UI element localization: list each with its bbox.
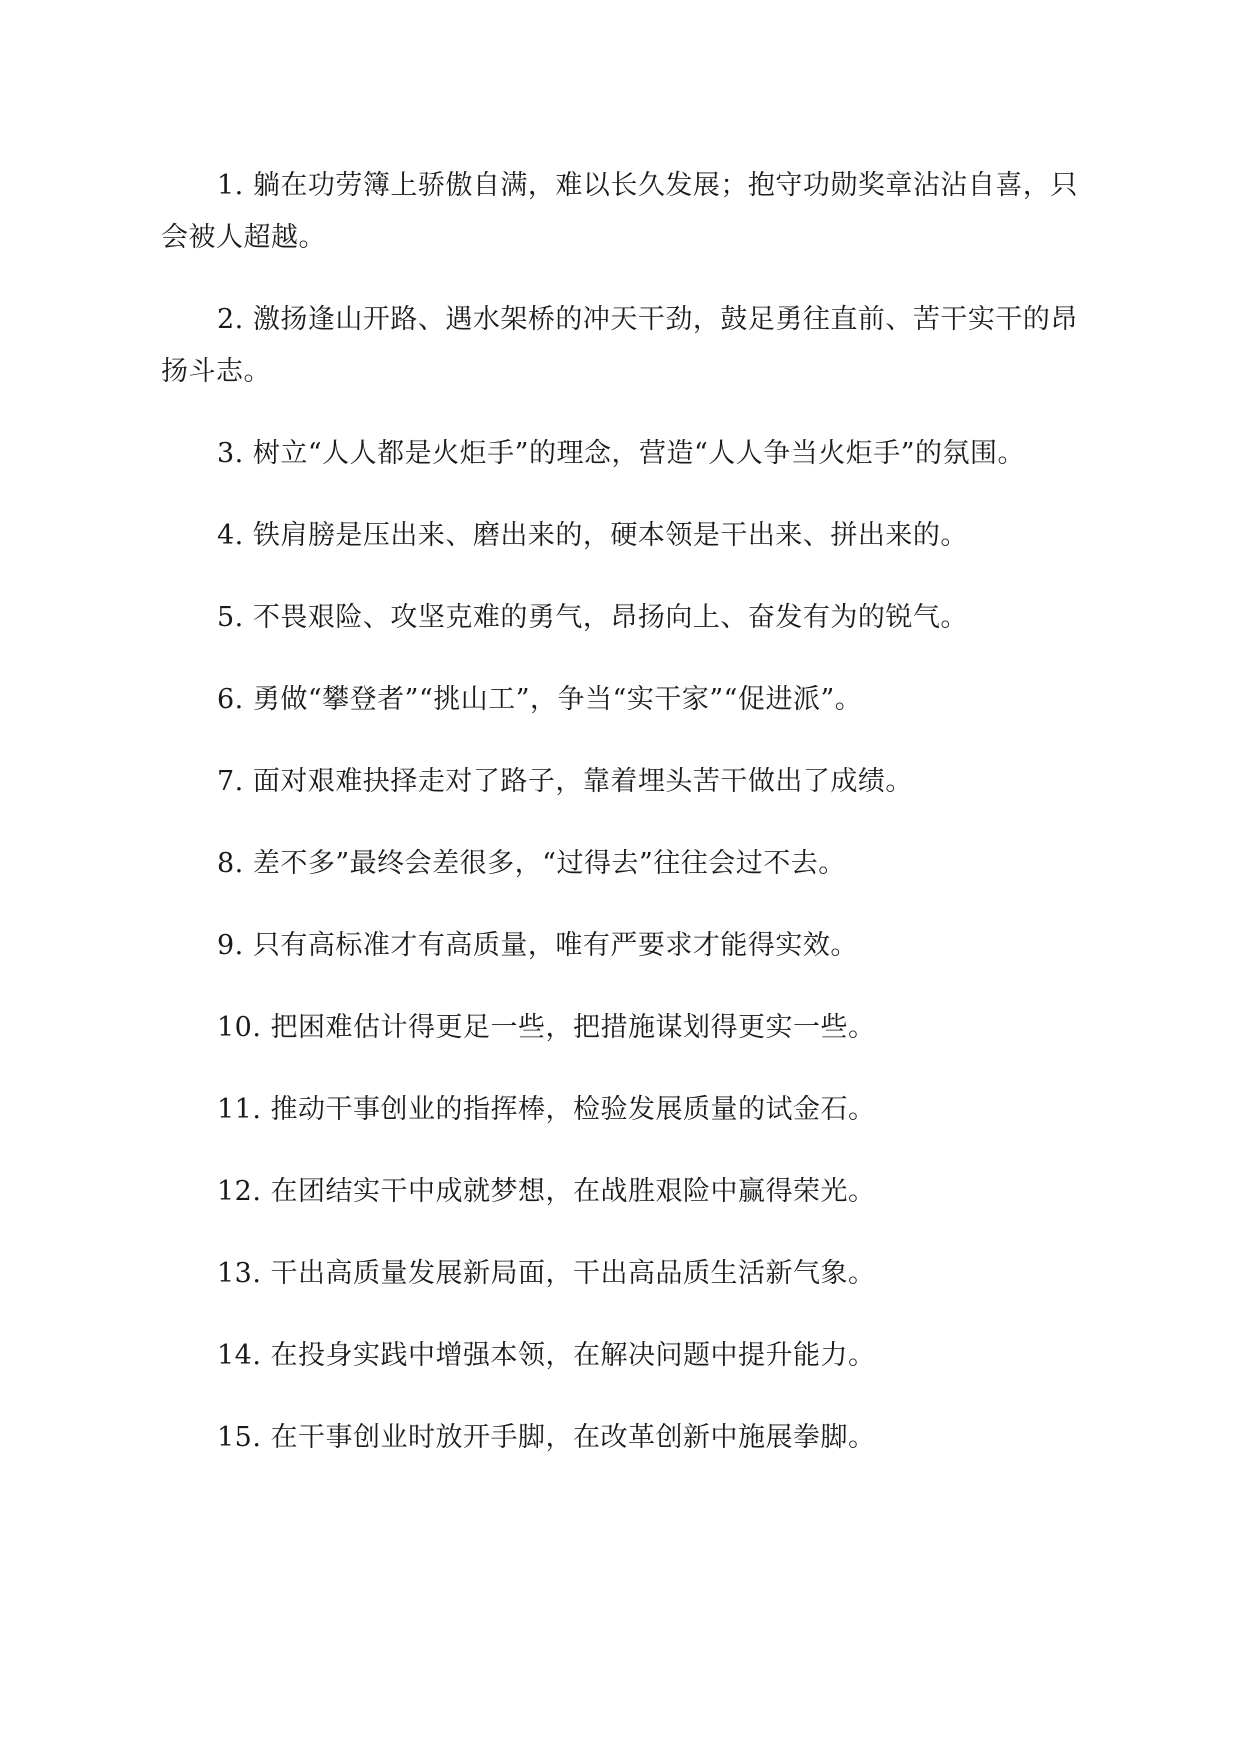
- list-item: 14. 在投身实践中增强本领，在解决问题中提升能力。: [217, 1340, 876, 1371]
- list-item: 10. 把困难估计得更足一些，把措施谋划得更实一些。: [217, 1012, 876, 1043]
- list-item: 8. 差不多”最终会差很多，“过得去”往往会过不去。: [217, 848, 846, 879]
- list-item: 6. 勇做“攀登者”“挑山工”，争当“实干家”“促进派”。: [217, 684, 863, 715]
- list-item: 15. 在干事创业时放开手脚，在改革创新中施展拳脚。: [217, 1422, 876, 1453]
- list-item: 7. 面对艰难抉择走对了路子，靠着埋头苦干做出了成绩。: [217, 766, 913, 797]
- list-item: 13. 干出高质量发展新局面，干出高品质生活新气象。: [217, 1258, 876, 1289]
- list-item: 12. 在团结实干中成就梦想，在战胜艰险中赢得荣光。: [217, 1176, 876, 1207]
- list-item: 5. 不畏艰险、攻坚克难的勇气，昂扬向上、奋发有为的锐气。: [217, 602, 968, 633]
- list-item: 2. 激扬逢山开路、遇水架桥的冲天干劲，鼓足勇往直前、苦干实干的昂扬斗志。: [161, 304, 1078, 387]
- list-item: 1. 躺在功劳簿上骄傲自满，难以长久发展；抱守功勋奖章沾沾自喜，只会被人超越。: [161, 170, 1078, 253]
- list-item: 3. 树立“人人都是火炬手”的理念，营造“人人争当火炬手”的氛围。: [217, 438, 1026, 469]
- list-item: 9. 只有高标准才有高质量，唯有严要求才能得实效。: [217, 930, 858, 961]
- list-item: 4. 铁肩膀是压出来、磨出来的，硬本领是干出来、拼出来的。: [217, 520, 968, 551]
- list-item: 11. 推动干事创业的指挥棒，检验发展质量的试金石。: [217, 1094, 876, 1125]
- document-body: [161, 160, 1081, 1494]
